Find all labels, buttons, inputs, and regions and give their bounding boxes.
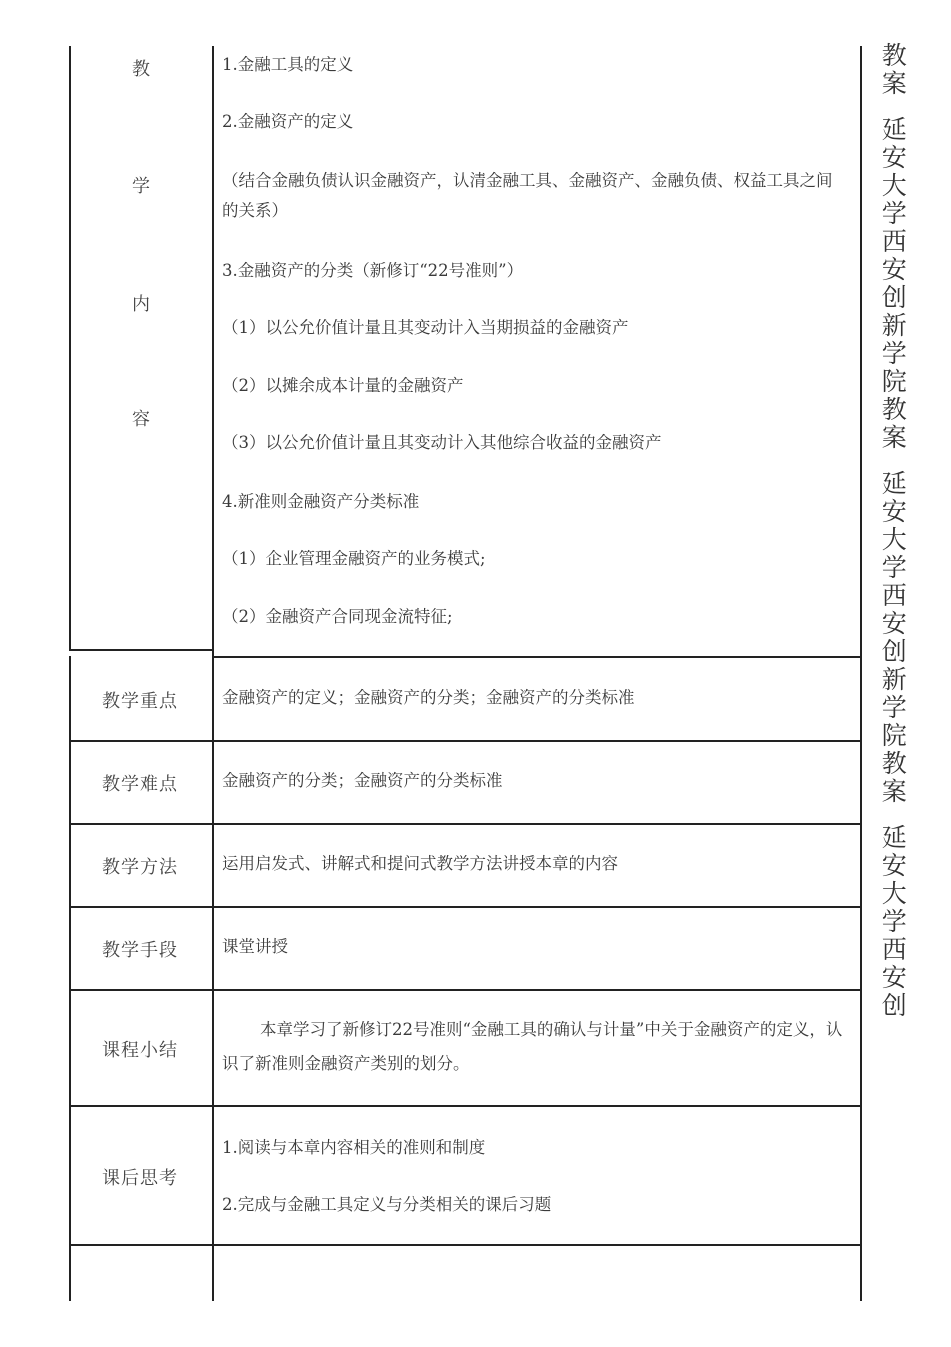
- row-label-means: 教学手段: [102, 940, 178, 961]
- side-header-group: 延安大学西安创: [878, 824, 908, 1020]
- content-line: 2.金融资产的定义: [222, 112, 354, 131]
- side-header-group: 延安大学西安创新学院教案: [878, 116, 908, 452]
- content-line: 3.金融资产的分类（新修订“22号准则”）: [222, 261, 524, 280]
- side-header-group: 教案: [878, 42, 908, 98]
- row-text-means: 课堂讲授: [222, 937, 288, 956]
- row-text-summary: 本章学习了新修订22号准则“金融工具的确认与计量”中关于金融资产的定义，认识了新准则金融资产类别的划分。: [222, 1020, 843, 1073]
- row-line-7: [69, 1244, 862, 1246]
- row-text-methods: 运用启发式、讲解式和提问式教学方法讲授本章的内容: [222, 854, 618, 873]
- content-bottom-line: [69, 649, 214, 651]
- content-line: 4.新准则金融资产分类标准: [222, 492, 420, 511]
- row-line-3: [69, 823, 862, 825]
- content-line: （1）以公允价值计量且其变动计入当期损益的金融资产: [222, 318, 629, 337]
- row-line-4: [69, 906, 862, 908]
- side-running-header: [872, 42, 912, 1020]
- row-label-difficulties: 教学难点: [102, 774, 178, 795]
- content-label-char: 容: [132, 409, 150, 430]
- label-divider: [212, 46, 214, 1301]
- row-text-reflection-line: 1.阅读与本章内容相关的准则和制度: [222, 1138, 486, 1157]
- content-line: （2）金融资产合同现金流特征;: [222, 607, 453, 626]
- table-right-border: [860, 46, 862, 1301]
- row-text-key-points: 金融资产的定义；金融资产的分类；金融资产的分类标准: [222, 688, 635, 707]
- content-line: （3）以公允价值计量且其变动计入其他综合收益的金融资产: [222, 433, 662, 452]
- table-left-border: [69, 46, 71, 651]
- content-label-char: 学: [132, 176, 150, 197]
- row-text-difficulties: 金融资产的分类；金融资产的分类标准: [222, 771, 503, 790]
- content-line: 1.金融工具的定义: [222, 55, 354, 74]
- side-header-group: 延安大学西安创新学院教案: [878, 470, 908, 806]
- row-label-summary: 课程小结: [102, 1040, 178, 1061]
- content-label-char: 教: [132, 59, 150, 80]
- row-label-reflection: 课后思考: [102, 1168, 178, 1189]
- table-left-border-lower: [69, 656, 71, 1301]
- content-line: （1）企业管理金融资产的业务模式;: [222, 549, 486, 568]
- content-label-char: 内: [132, 294, 150, 315]
- row-label-key-points: 教学重点: [102, 691, 178, 712]
- row-text-reflection-line: 2.完成与金融工具定义与分类相关的课后习题: [222, 1195, 552, 1214]
- content-line: （2）以摊余成本计量的金融资产: [222, 376, 464, 395]
- row-line-5: [69, 989, 862, 991]
- row-line-2: [69, 740, 862, 742]
- row-line-1: [212, 656, 862, 658]
- row-line-6: [69, 1105, 862, 1107]
- row-label-methods: 教学方法: [102, 857, 178, 878]
- content-line: （结合金融负债认识金融资产，认清金融工具、金融资产、金融负债、权益工具之间的关系）: [222, 171, 833, 220]
